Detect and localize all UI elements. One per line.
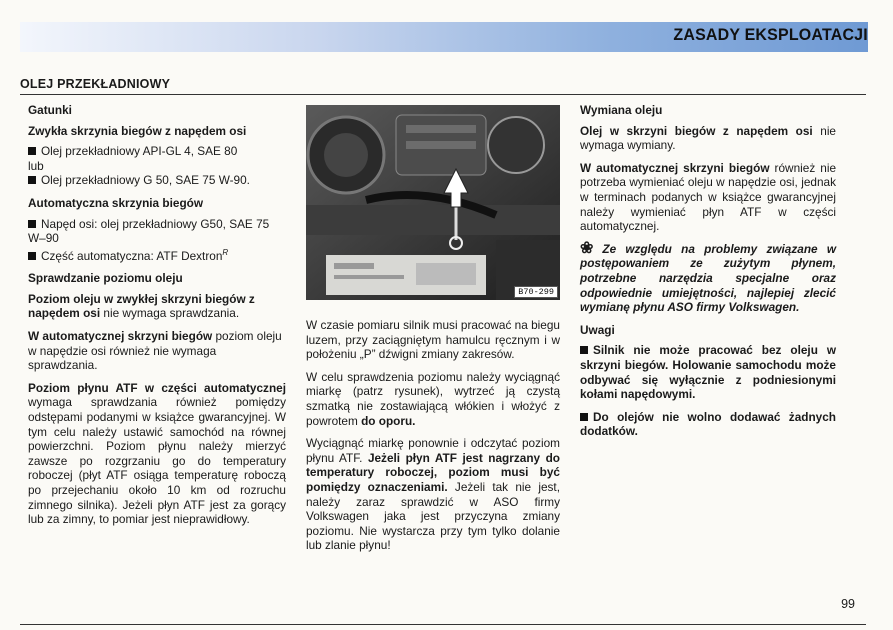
auto-drive: Napęd osi: olej przekładniowy G50, SAE 75 W–90 bbox=[28, 216, 270, 246]
paragraph-auto-change: W automatycznej skrzyni biegów również nie potrzeba wymieniać oleju w napędzie osi, jednak w terminach podanych w książce gwarancyjnej należy wymieniać płyn ATF w części automatycznej. bbox=[580, 160, 837, 234]
engine-photo bbox=[306, 105, 560, 300]
manual-oil-2: Olej przekładniowy G 50, SAE 75 W-90. bbox=[41, 173, 250, 188]
auto-part: Część automatyczna: ATF Dextron bbox=[41, 248, 223, 263]
auto-oil-list bbox=[28, 217, 286, 264]
heading-manual-gearbox: Zwykła skrzynia biegów z napędem osi bbox=[28, 123, 247, 138]
auto-part-sup: R bbox=[222, 247, 229, 257]
paragraph-atf-level: Poziom płynu ATF w części automatycznej wymaga sprawdzania również pomiędzy odstępami podanymi w książce gwarancyjnej. W tym celu należy ustawić samochód na równej powierzchni. Poziom płynu należy mierzyć zawsze po rozgrzaniu go do temperatury roboczej (płyt ATF osiąga temperaturę roboczą po przejechaniu około 10 km od rozruchu zimnego silnika). Jeżeli płyn ATF jest za gorący lub za zimny, to pomiar jest nieprawidłowy. bbox=[28, 380, 286, 527]
bullet-icon bbox=[28, 176, 36, 184]
heading-gatunki: Gatunki bbox=[28, 103, 72, 117]
note-2: Do olejów nie wolno dodawać żadnych dodatków. bbox=[580, 409, 836, 439]
paragraph-dipstick: W celu sprawdzenia poziomu należy wyciągnąć miarkę (patrz rysunek), wytrzeć ją czystą szmatką nie zostawiającą włókien i włożyć z powrotem do oporu. bbox=[306, 369, 560, 428]
bullet-icon bbox=[580, 346, 588, 354]
heading-notes: Uwagi bbox=[580, 322, 615, 337]
column-left bbox=[28, 103, 286, 535]
divider-top bbox=[20, 94, 866, 95]
note-1: Silnik nie może pracować bez oleju w skrzyni biegów. Holowanie samochodu może odbywać się wyłącznie z podniesionymi kołami napędowymi. bbox=[580, 343, 836, 402]
manual-or: lub bbox=[28, 158, 44, 173]
header-bar bbox=[20, 22, 868, 52]
bullet-icon bbox=[28, 147, 36, 155]
section-title: OLEJ PRZEKŁADNIOWY bbox=[20, 77, 171, 91]
paragraph-measure-conditions: W czasie pomiaru silnik musi pracować na biegu luzem, przy zaciągniętym hamulcu ręcznym i w położeniu „P” dźwigni zmiany zakresów. bbox=[306, 318, 560, 362]
manual-oil-list bbox=[28, 144, 286, 188]
paragraph-auto-level: W automatycznej skrzyni biegów poziom oleju w napędzie osi również nie wymaga sprawdzania. bbox=[28, 329, 282, 373]
paragraph-no-change: Olej w skrzyni biegów z napędem osi nie wymaga wymiany. bbox=[580, 123, 836, 153]
column-middle bbox=[306, 318, 560, 561]
bullet-icon bbox=[28, 220, 36, 228]
photo-code: B70-299 bbox=[514, 286, 558, 298]
paragraph-read-level: Wyciągnąć miarkę ponownie i odczytać poziom płynu ATF. Jeżeli płyn ATF jest nagrzany do temperatury roboczej, poziom musi być pomiędzy oznaczeniami. Jeżeli tak nie jest, należy zaraz sprawdzić w ASO firmy Volkswagen jaka jest przyczyna zmiany poziomu. Nie wystarcza przy tym tylko dolanie lub zlanie płynu! bbox=[306, 436, 560, 553]
paragraph-manual-level: Poziom oleju w zwykłej skrzyni biegów z napędem osi nie wymaga sprawdzania. bbox=[28, 291, 255, 321]
paragraph-environment: ❀ Ze względu na problemy związane w postępowaniem ze zużytym płynem, potrzebne narzędzia specjalne oraz odpowiednie umiejętności, najlepiej zlecić wymianę płynu ASO firmy Volkswagen. bbox=[580, 239, 836, 315]
divider-bottom bbox=[20, 624, 866, 625]
page-number: 99 bbox=[841, 597, 855, 611]
heading-auto-gearbox: Automatyczna skrzynia biegów bbox=[28, 195, 204, 210]
environment-icon: ❀ bbox=[580, 239, 600, 257]
manual-oil-1: Olej przekładniowy API-GL 4, SAE 80 bbox=[41, 144, 238, 159]
heading-level-check: Sprawdzanie poziomu oleju bbox=[28, 271, 183, 286]
column-right bbox=[580, 103, 836, 447]
heading-oil-change: Wymiana oleju bbox=[580, 103, 663, 117]
chapter-title: ZASADY EKSPLOATACJI bbox=[673, 25, 868, 44]
bullet-icon bbox=[28, 252, 36, 260]
bullet-icon bbox=[580, 413, 588, 421]
